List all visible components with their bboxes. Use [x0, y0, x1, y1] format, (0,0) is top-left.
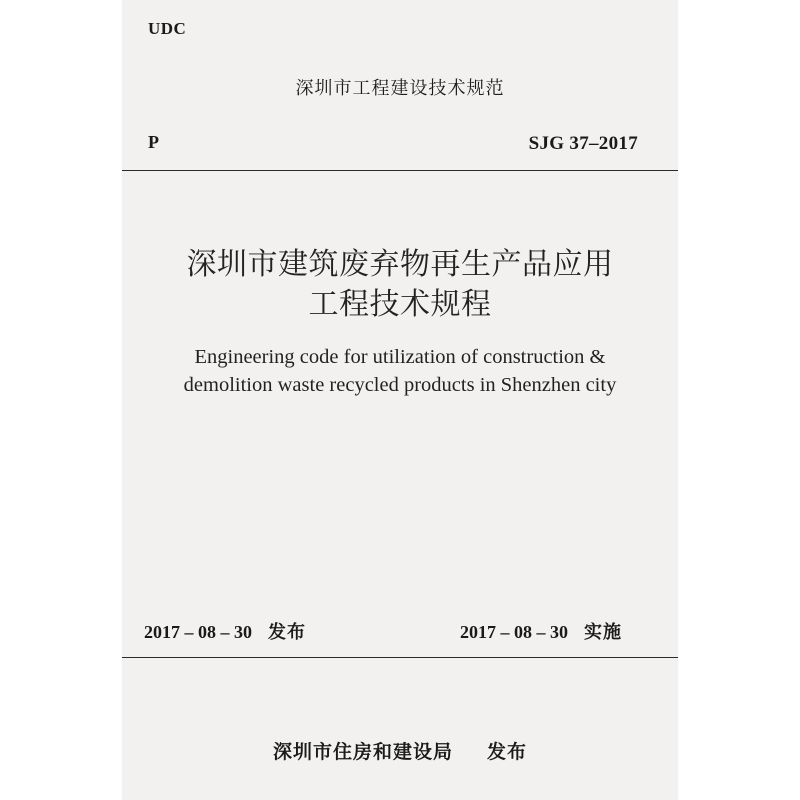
chinese-title-line-1: 深圳市建筑废弃物再生产品应用	[186, 248, 614, 281]
standard-cover	[122, 0, 678, 800]
english-title-line-2: demolition waste recycled products in Shenzhen city	[183, 374, 617, 396]
publisher-line	[122, 737, 678, 764]
top-divider	[122, 170, 678, 171]
chinese-title-line-2: 工程技术规程	[308, 288, 492, 321]
series-title: 深圳市工程建设技术规范	[295, 78, 505, 99]
standard-number: SJG 37–2017	[528, 133, 638, 154]
publisher-name: 深圳市住房和建设局	[272, 741, 453, 763]
effective-label: 实施	[584, 622, 622, 643]
effective-date: 2017 – 08 – 30	[460, 622, 568, 642]
issue-label: 发布	[268, 622, 306, 643]
effective-date-row	[460, 618, 622, 644]
bottom-divider	[122, 657, 678, 658]
issue-date: 2017 – 08 – 30	[144, 622, 252, 642]
udc-label: UDC	[148, 19, 187, 38]
category-code: P	[148, 132, 159, 152]
english-title-line-1: Engineering code for utilization of construction &	[194, 346, 606, 368]
publish-action: 发布	[487, 741, 528, 763]
issue-date-row	[144, 618, 306, 644]
